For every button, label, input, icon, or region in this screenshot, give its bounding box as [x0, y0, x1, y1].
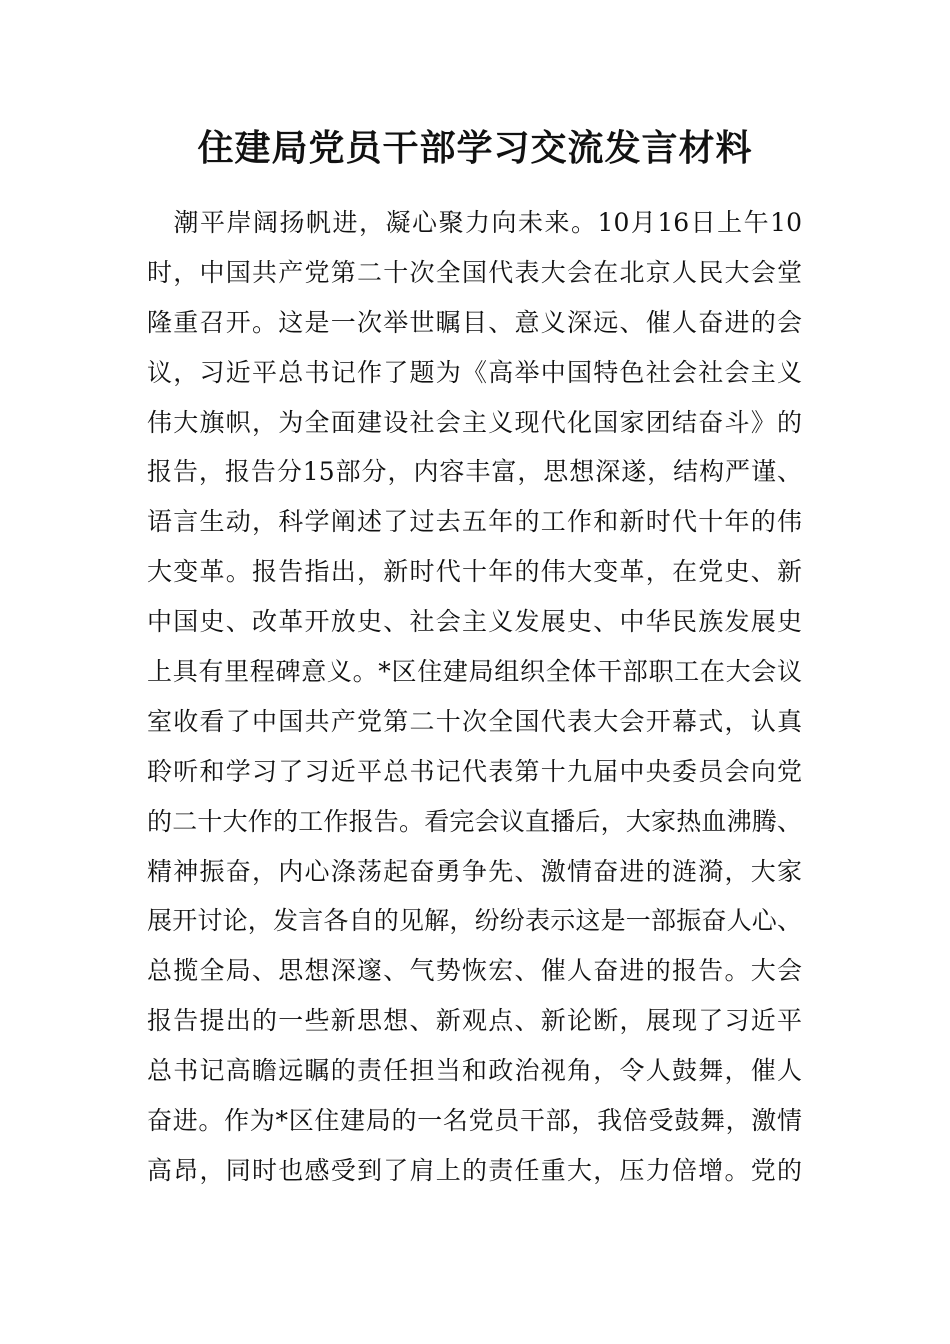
document-title: 住建局党员干部学习交流发言材料: [197, 127, 753, 169]
body-text-line: 高昂，同时也感受到了肩上的责任重大，压力倍增。党的: [147, 1155, 802, 1185]
body-text-line: 精神振奋，内心涤荡起奋勇争先、激情奋进的涟漪，大家: [147, 856, 802, 886]
body-text-line: 上具有里程碑意义。*区住建局组织全体干部职工在大会议: [147, 657, 802, 687]
body-text-line: 时，中国共产党第二十次全国代表大会在北京人民大会堂: [147, 257, 802, 287]
body-text-line: 报告提出的一些新思想、新观点、新论断，展现了习近平: [147, 1006, 802, 1036]
body-text-line: 大变革。报告指出，新时代十年的伟大变革，在党史、新: [147, 557, 802, 587]
body-text-line: 潮平岸阔扬帆进，凝心聚力向未来。10月16日上午10: [147, 208, 802, 237]
body-text-line: 隆重召开。这是一次举世瞩目、意义深远、催人奋进的会: [147, 307, 802, 337]
body-text-line: 室收看了中国共产党第二十次全国代表大会开幕式，认真: [147, 706, 802, 736]
body-text-line: 奋进。作为*区住建局的一名党员干部，我倍受鼓舞，激情: [147, 1106, 802, 1136]
body-text-line: 总揽全局、思想深邃、气势恢宏、催人奋进的报告。大会: [147, 956, 802, 986]
body-text-line: 议，习近平总书记作了题为《高举中国特色社会社会主义: [147, 357, 802, 387]
body-text-line: 聆听和学习了习近平总书记代表第十九届中央委员会向党: [147, 756, 802, 786]
body-text-line: 语言生动，科学阐述了过去五年的工作和新时代十年的伟: [147, 507, 802, 537]
body-text-line: 总书记高瞻远瞩的责任担当和政治视角，令人鼓舞，催人: [147, 1056, 802, 1086]
document-body: [147, 198, 802, 1196]
body-text-line: 的二十大作的工作报告。看完会议直播后，大家热血沸腾、: [147, 806, 802, 836]
body-text-line: 展开讨论，发言各自的见解，纷纷表示这是一部振奋人心、: [147, 906, 802, 936]
body-text-line: 中国史、改革开放史、社会主义发展史、中华民族发展史: [147, 607, 802, 637]
body-text-line: 报告，报告分15部分，内容丰富，思想深遂，结构严谨、: [147, 457, 802, 487]
body-text-line: 伟大旗帜，为全面建设社会主义现代化国家团结奋斗》的: [147, 407, 802, 437]
